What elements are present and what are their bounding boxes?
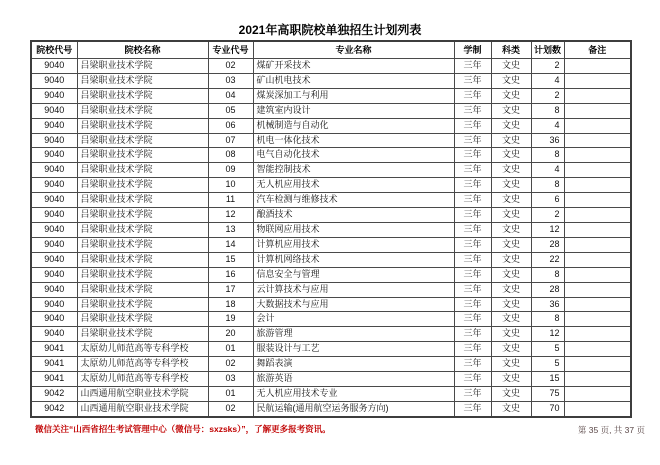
cell-plan-count: 15 (531, 372, 564, 387)
cell-college-name: 吕梁职业技术学院 (77, 312, 208, 327)
cell-major-name: 计算机应用技术 (253, 237, 454, 252)
table-row (31, 133, 631, 148)
cell-category: 文史 (491, 163, 531, 178)
cell-plan-count: 5 (531, 342, 564, 357)
header-duration: 学制 (454, 41, 491, 59)
cell-major-name: 民航运输(通用航空运务服务方向) (253, 401, 454, 416)
cell-duration: 三年 (454, 312, 491, 327)
cell-major-code: 02 (208, 59, 253, 74)
table-row (31, 282, 631, 297)
table-row (31, 208, 631, 223)
cell-plan-count: 28 (531, 237, 564, 252)
cell-major-name: 计算机网络技术 (253, 252, 454, 267)
header-plan-count: 计划数 (531, 41, 564, 59)
cell-major-code: 02 (208, 357, 253, 372)
cell-plan-count: 70 (531, 401, 564, 416)
cell-major-code: 02 (208, 401, 253, 416)
cell-category: 文史 (491, 193, 531, 208)
cell-category: 文史 (491, 401, 531, 416)
cell-college-name: 吕梁职业技术学院 (77, 163, 208, 178)
table-row (31, 73, 631, 88)
cell-note (564, 73, 631, 88)
cell-note (564, 386, 631, 401)
cell-major-code: 15 (208, 252, 253, 267)
cell-major-name: 酿酒技术 (253, 208, 454, 223)
table-row (31, 386, 631, 401)
cell-college-code: 9040 (31, 327, 77, 342)
cell-college-name: 吕梁职业技术学院 (77, 178, 208, 193)
cell-major-code: 14 (208, 237, 253, 252)
cell-college-code: 9040 (31, 237, 77, 252)
cell-college-code: 9040 (31, 59, 77, 74)
cell-category: 文史 (491, 59, 531, 74)
cell-category: 文史 (491, 357, 531, 372)
cell-category: 文史 (491, 252, 531, 267)
cell-duration: 三年 (454, 118, 491, 133)
cell-major-code: 08 (208, 148, 253, 163)
cell-duration: 三年 (454, 73, 491, 88)
cell-major-name: 舞蹈表演 (253, 357, 454, 372)
cell-plan-count: 4 (531, 118, 564, 133)
cell-category: 文史 (491, 73, 531, 88)
cell-note (564, 282, 631, 297)
cell-major-name: 机械制造与自动化 (253, 118, 454, 133)
cell-major-code: 18 (208, 297, 253, 312)
cell-major-code: 03 (208, 372, 253, 387)
cell-major-code: 01 (208, 386, 253, 401)
cell-college-name: 吕梁职业技术学院 (77, 297, 208, 312)
cell-college-code: 9040 (31, 148, 77, 163)
cell-plan-count: 4 (531, 163, 564, 178)
cell-major-name: 无人机应用技术专业 (253, 386, 454, 401)
cell-major-name: 建筑室内设计 (253, 103, 454, 118)
cell-plan-count: 12 (531, 327, 564, 342)
table-header-row (31, 41, 631, 59)
header-college-code: 院校代号 (31, 41, 77, 59)
cell-college-code: 9040 (31, 178, 77, 193)
page-number: 第 35 页, 共 37 页 (577, 425, 645, 435)
cell-major-code: 01 (208, 342, 253, 357)
cell-major-name: 煤炭深加工与利用 (253, 88, 454, 103)
enrollment-plan-table (30, 40, 632, 418)
cell-college-code: 9041 (31, 372, 77, 387)
cell-plan-count: 22 (531, 252, 564, 267)
cell-college-name: 吕梁职业技术学院 (77, 59, 208, 74)
cell-college-code: 9040 (31, 282, 77, 297)
cell-note (564, 372, 631, 387)
table-row (31, 103, 631, 118)
wechat-notice: 微信关注“山西省招生考试管理中心（微信号：sxzsks）”，了解更多报考资讯。 (35, 424, 331, 434)
cell-note (564, 103, 631, 118)
cell-college-code: 9042 (31, 386, 77, 401)
cell-duration: 三年 (454, 222, 491, 237)
cell-duration: 三年 (454, 342, 491, 357)
cell-major-code: 03 (208, 73, 253, 88)
cell-college-name: 太原幼儿师范高等专科学校 (77, 342, 208, 357)
cell-major-code: 13 (208, 222, 253, 237)
cell-category: 文史 (491, 282, 531, 297)
cell-duration: 三年 (454, 267, 491, 282)
cell-college-code: 9040 (31, 103, 77, 118)
cell-duration: 三年 (454, 103, 491, 118)
table-row (31, 193, 631, 208)
cell-college-name: 吕梁职业技术学院 (77, 252, 208, 267)
cell-category: 文史 (491, 148, 531, 163)
page-title: 2021年高职院校单独招生计划列表 (238, 23, 422, 37)
cell-plan-count: 36 (531, 297, 564, 312)
cell-note (564, 163, 631, 178)
cell-note (564, 178, 631, 193)
cell-college-code: 9040 (31, 73, 77, 88)
cell-note (564, 148, 631, 163)
cell-college-code: 9040 (31, 193, 77, 208)
cell-note (564, 297, 631, 312)
cell-college-code: 9042 (31, 401, 77, 416)
cell-plan-count: 8 (531, 103, 564, 118)
header-category: 科类 (491, 41, 531, 59)
cell-college-code: 9041 (31, 342, 77, 357)
cell-major-code: 11 (208, 193, 253, 208)
table-row (31, 178, 631, 193)
cell-college-name: 吕梁职业技术学院 (77, 327, 208, 342)
cell-note (564, 193, 631, 208)
cell-duration: 三年 (454, 372, 491, 387)
cell-college-name: 吕梁职业技术学院 (77, 118, 208, 133)
cell-duration: 三年 (454, 163, 491, 178)
table-row (31, 59, 631, 74)
cell-college-name: 山西通用航空职业技术学院 (77, 401, 208, 416)
cell-major-name: 云计算技术与应用 (253, 282, 454, 297)
cell-duration: 三年 (454, 237, 491, 252)
cell-major-name: 服装设计与工艺 (253, 342, 454, 357)
cell-college-code: 9040 (31, 297, 77, 312)
table-row (31, 342, 631, 357)
cell-college-name: 吕梁职业技术学院 (77, 237, 208, 252)
table-row (31, 297, 631, 312)
cell-category: 文史 (491, 327, 531, 342)
cell-duration: 三年 (454, 252, 491, 267)
cell-college-name: 吕梁职业技术学院 (77, 208, 208, 223)
cell-note (564, 59, 631, 74)
cell-plan-count: 2 (531, 88, 564, 103)
cell-category: 文史 (491, 386, 531, 401)
header-major-name: 专业名称 (253, 41, 454, 59)
cell-note (564, 222, 631, 237)
cell-duration: 三年 (454, 208, 491, 223)
cell-category: 文史 (491, 178, 531, 193)
cell-category: 文史 (491, 297, 531, 312)
table-row (31, 237, 631, 252)
table-row (31, 222, 631, 237)
cell-duration: 三年 (454, 148, 491, 163)
table-row (31, 327, 631, 342)
cell-category: 文史 (491, 342, 531, 357)
cell-major-name: 电气自动化技术 (253, 148, 454, 163)
cell-duration: 三年 (454, 297, 491, 312)
cell-note (564, 237, 631, 252)
cell-major-code: 04 (208, 88, 253, 103)
cell-plan-count: 4 (531, 73, 564, 88)
cell-college-name: 吕梁职业技术学院 (77, 148, 208, 163)
cell-note (564, 208, 631, 223)
table-body (31, 59, 631, 417)
cell-major-name: 矿山机电技术 (253, 73, 454, 88)
cell-college-code: 9040 (31, 163, 77, 178)
cell-note (564, 401, 631, 416)
table-row (31, 88, 631, 103)
cell-college-code: 9040 (31, 252, 77, 267)
cell-college-name: 山西通用航空职业技术学院 (77, 386, 208, 401)
table-row (31, 357, 631, 372)
cell-major-code: 12 (208, 208, 253, 223)
cell-college-name: 吕梁职业技术学院 (77, 103, 208, 118)
cell-note (564, 133, 631, 148)
table-row (31, 372, 631, 387)
cell-college-name: 吕梁职业技术学院 (77, 88, 208, 103)
cell-major-code: 17 (208, 282, 253, 297)
cell-category: 文史 (491, 372, 531, 387)
cell-duration: 三年 (454, 282, 491, 297)
cell-category: 文史 (491, 267, 531, 282)
cell-major-name: 物联网应用技术 (253, 222, 454, 237)
table-row (31, 163, 631, 178)
cell-major-name: 煤矿开采技术 (253, 59, 454, 74)
cell-note (564, 312, 631, 327)
header-college-name: 院校名称 (77, 41, 208, 59)
cell-college-code: 9040 (31, 222, 77, 237)
cell-college-name: 吕梁职业技术学院 (77, 267, 208, 282)
cell-major-name: 智能控制技术 (253, 163, 454, 178)
cell-major-code: 07 (208, 133, 253, 148)
table-row (31, 252, 631, 267)
cell-duration: 三年 (454, 401, 491, 416)
cell-plan-count: 8 (531, 148, 564, 163)
cell-college-code: 9040 (31, 133, 77, 148)
cell-category: 文史 (491, 237, 531, 252)
cell-note (564, 267, 631, 282)
table-row (31, 312, 631, 327)
cell-college-code: 9040 (31, 88, 77, 103)
cell-plan-count: 8 (531, 312, 564, 327)
cell-note (564, 342, 631, 357)
cell-plan-count: 5 (531, 357, 564, 372)
cell-major-name: 旅游英语 (253, 372, 454, 387)
cell-category: 文史 (491, 312, 531, 327)
cell-major-code: 06 (208, 118, 253, 133)
table-row (31, 401, 631, 416)
cell-major-name: 大数据技术与应用 (253, 297, 454, 312)
cell-major-name: 无人机应用技术 (253, 178, 454, 193)
cell-plan-count: 2 (531, 208, 564, 223)
cell-major-code: 16 (208, 267, 253, 282)
cell-college-code: 9040 (31, 267, 77, 282)
cell-duration: 三年 (454, 178, 491, 193)
cell-duration: 三年 (454, 327, 491, 342)
table-row (31, 267, 631, 282)
cell-plan-count: 28 (531, 282, 564, 297)
cell-college-name: 吕梁职业技术学院 (77, 222, 208, 237)
cell-college-name: 太原幼儿师范高等专科学校 (77, 357, 208, 372)
cell-duration: 三年 (454, 193, 491, 208)
cell-category: 文史 (491, 118, 531, 133)
cell-plan-count: 8 (531, 178, 564, 193)
cell-major-code: 09 (208, 163, 253, 178)
cell-major-code: 20 (208, 327, 253, 342)
cell-note (564, 357, 631, 372)
cell-plan-count: 75 (531, 386, 564, 401)
cell-plan-count: 12 (531, 222, 564, 237)
header-major-code: 专业代号 (208, 41, 253, 59)
cell-college-code: 9040 (31, 312, 77, 327)
cell-college-code: 9041 (31, 357, 77, 372)
cell-college-name: 太原幼儿师范高等专科学校 (77, 372, 208, 387)
cell-major-name: 旅游管理 (253, 327, 454, 342)
cell-category: 文史 (491, 222, 531, 237)
cell-major-name: 机电一体化技术 (253, 133, 454, 148)
cell-college-code: 9040 (31, 118, 77, 133)
header-note: 备注 (564, 41, 631, 59)
cell-college-name: 吕梁职业技术学院 (77, 193, 208, 208)
cell-note (564, 118, 631, 133)
cell-category: 文史 (491, 133, 531, 148)
cell-major-code: 19 (208, 312, 253, 327)
cell-note (564, 88, 631, 103)
cell-category: 文史 (491, 88, 531, 103)
cell-note (564, 327, 631, 342)
cell-plan-count: 6 (531, 193, 564, 208)
cell-category: 文史 (491, 103, 531, 118)
table-row (31, 148, 631, 163)
cell-major-name: 信息安全与管理 (253, 267, 454, 282)
cell-note (564, 252, 631, 267)
cell-major-code: 05 (208, 103, 253, 118)
cell-plan-count: 2 (531, 59, 564, 74)
cell-duration: 三年 (454, 386, 491, 401)
cell-duration: 三年 (454, 133, 491, 148)
cell-duration: 三年 (454, 59, 491, 74)
table-row (31, 118, 631, 133)
cell-plan-count: 8 (531, 267, 564, 282)
cell-duration: 三年 (454, 357, 491, 372)
cell-major-name: 会计 (253, 312, 454, 327)
cell-major-name: 汽车检测与维修技术 (253, 193, 454, 208)
cell-category: 文史 (491, 208, 531, 223)
cell-college-name: 吕梁职业技术学院 (77, 73, 208, 88)
cell-major-code: 10 (208, 178, 253, 193)
cell-college-code: 9040 (31, 208, 77, 223)
cell-plan-count: 36 (531, 133, 564, 148)
cell-college-name: 吕梁职业技术学院 (77, 282, 208, 297)
cell-duration: 三年 (454, 88, 491, 103)
cell-college-name: 吕梁职业技术学院 (77, 133, 208, 148)
